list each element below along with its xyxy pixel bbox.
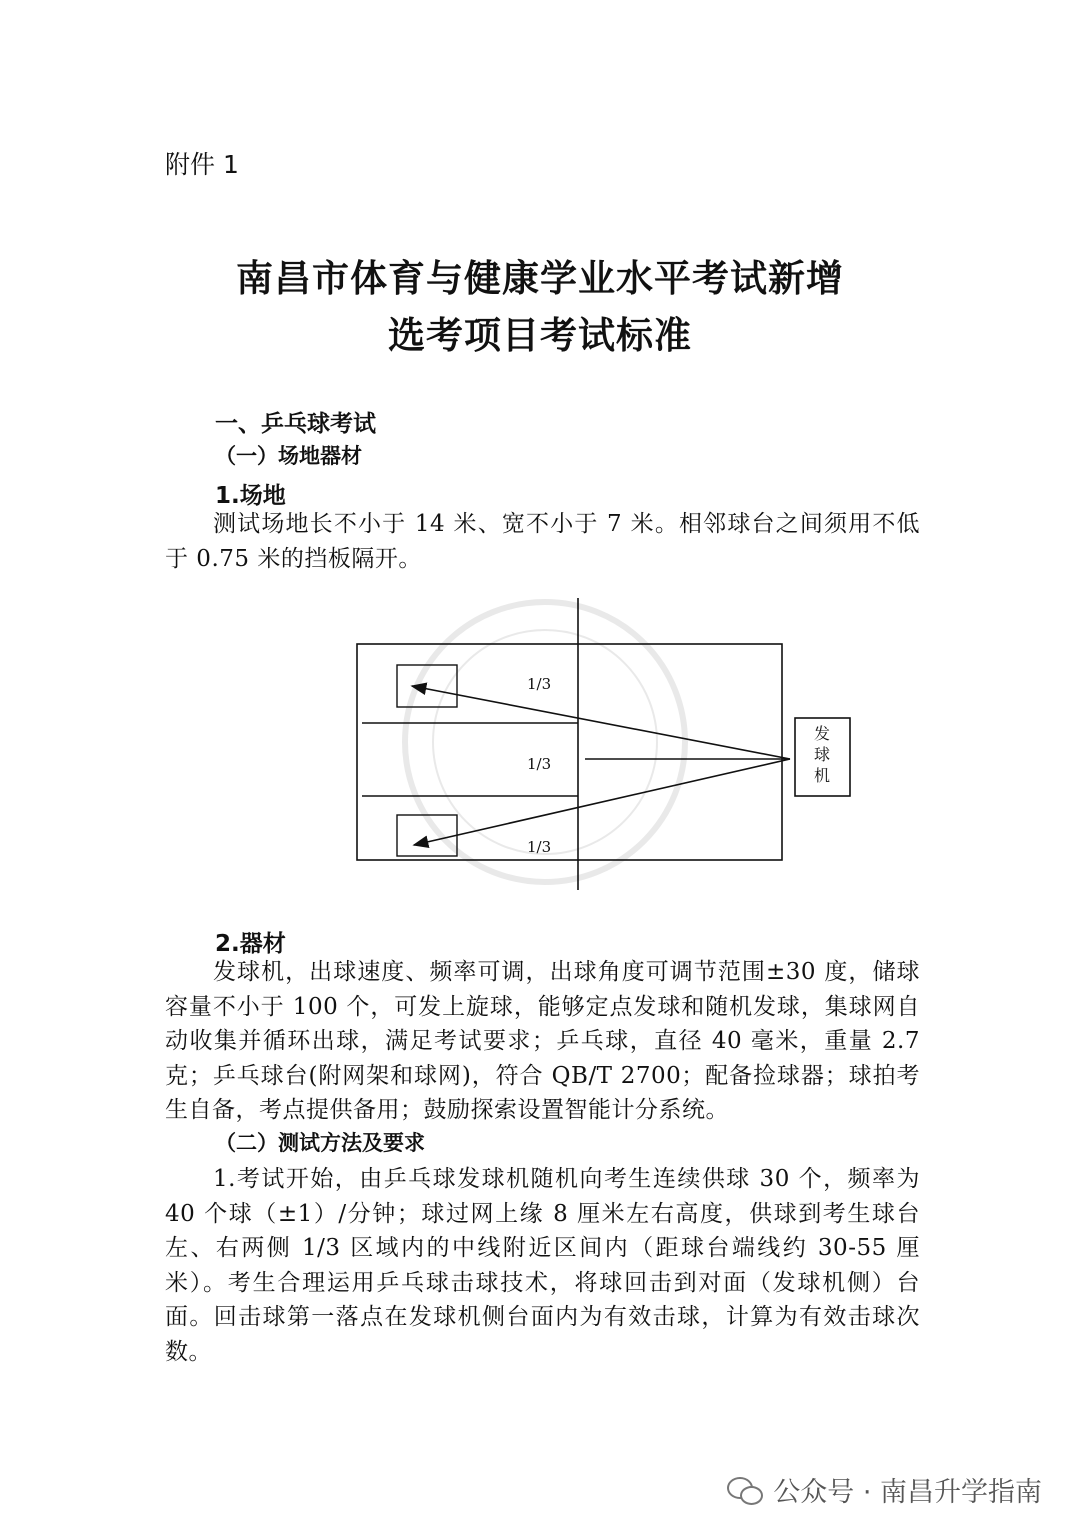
subsection-heading-venue-equipment: （一）场地器材 (215, 443, 362, 468)
footer-text: 公众号 · 南昌升学指南 (773, 1477, 1042, 1508)
title-line-2: 选考项目考试标准 (388, 314, 692, 357)
subsection-heading-test-method: （二）测试方法及要求 (215, 1130, 425, 1155)
title-line-1: 南昌市体育与健康学业水平考试新增 (236, 257, 844, 300)
zone-label-bottom: 1/3 (527, 838, 552, 856)
item-heading-equipment: 2.器材 (215, 931, 286, 957)
method-paragraph-1: 1.考试开始，由乒乓球发球机随机向考生连续供球 30 个，频率为 40 个球（±1）/分钟；球过网上缘 8 厘米左右高度，供球到考生球台左、右两侧 1/3 区域内的中线附近区间内（距球台端线约 30-55 厘米）。考生合理运用乒乓球击球技术，将球回击到对面（发球机侧）台面。回击球第一落点在发球机侧台面内为有效击球，计算为有效击球次数。 (165, 1166, 920, 1365)
venue-paragraph: 测试场地长不小于 14 米、宽不小于 7 米。相邻球台之间须用不低于 0.75 米的挡板隔开。 (165, 511, 920, 572)
zone-label-top: 1/3 (527, 675, 552, 693)
zone-label-middle: 1/3 (527, 755, 552, 773)
footer-watermark (727, 1470, 1042, 1509)
ball-machine-label-3: 机 (813, 766, 831, 785)
section-heading-table-tennis: 一、乒乓球考试 (215, 411, 376, 437)
ball-path-bottom (414, 759, 790, 845)
ball-machine-label-1: 发 (813, 724, 831, 743)
ball-machine-label-2: 球 (813, 745, 831, 764)
item-heading-venue: 1.场地 (215, 483, 286, 509)
wechat-icon (727, 1475, 763, 1505)
annex-label: 附件 1 (165, 150, 239, 179)
court-diagram (340, 592, 870, 892)
equipment-paragraph: 发球机，出球速度、频率可调，出球角度可调节范围±30 度，储球容量不小于 100 个，可发上旋球，能够定点发球和随机发球，集球网自动收集并循环出球，满足考试要求；乒乓球，直径 40 毫米，重量 2.7 克；乒乓球台(附网架和球网)，符合 QB/T 2700；配备捡球器；球拍考生自备，考点提供备用；鼓励探索设置智能计分系统。 (165, 959, 920, 1123)
